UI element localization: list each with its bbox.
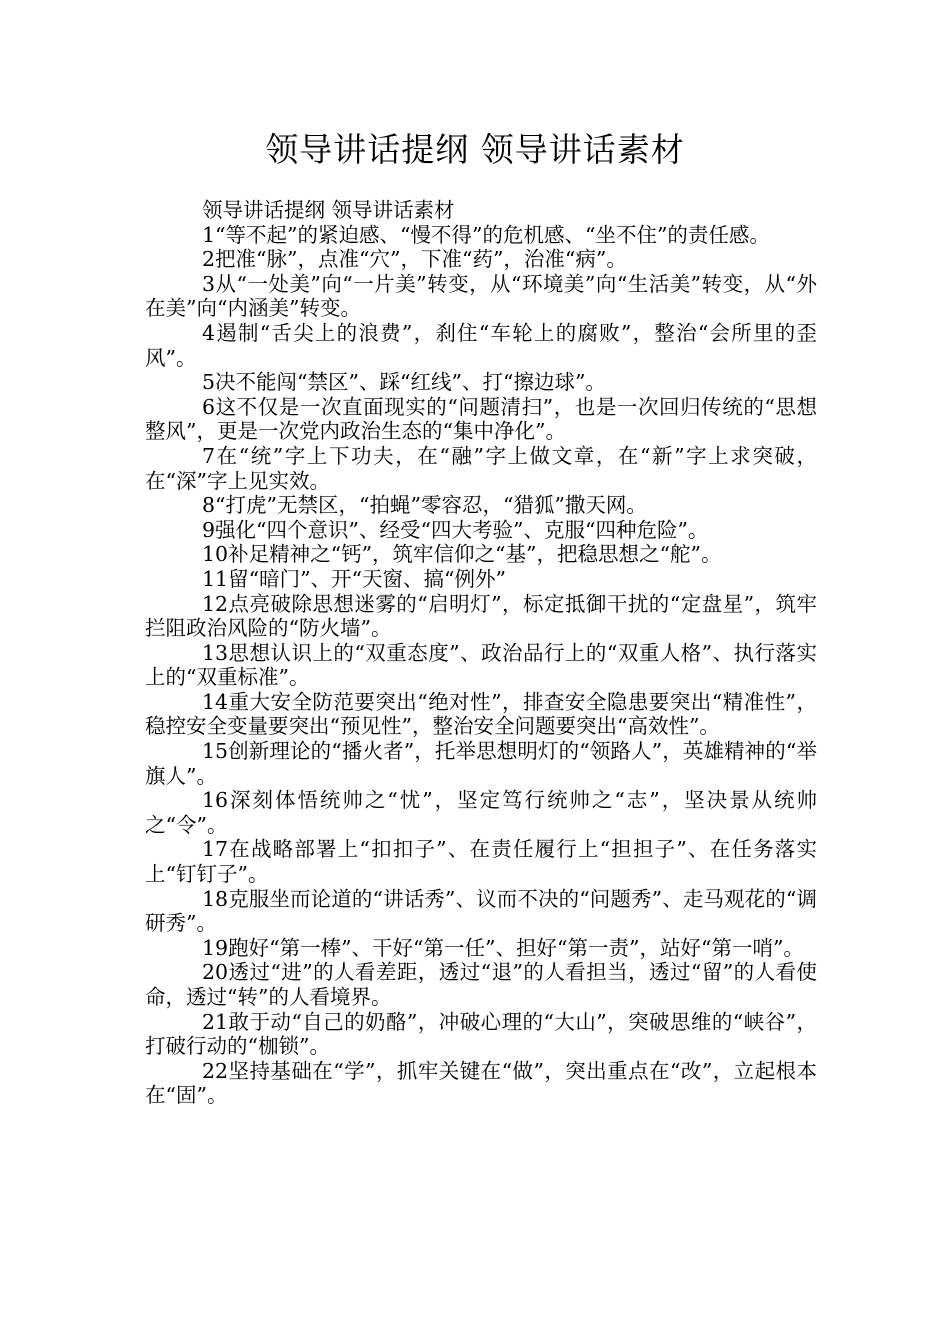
- paragraph-item-21: 21敢于动“自己的奶酪”，冲破心理的“大山”，突破思维的“峡谷”，打破行动的“枷锁”。: [145, 1009, 817, 1059]
- paragraph-item-5: 5决不能闯“禁区”、踩“红线”、打“擦边球”。: [202, 370, 606, 395]
- paragraph-subtitle: 领导讲话提纲 领导讲话素材: [202, 198, 455, 222]
- paragraph-item-17: 17在战略部署上“扣扣子”、在责任履行上“担担子”、在任务落实上“钉钉子”。: [145, 837, 817, 887]
- paragraph-item-13: 13思想认识上的“双重态度”、政治品行上的“双重人格”、执行落实上的“双重标准”。: [145, 640, 817, 690]
- paragraph-item-22: 22坚持基础在“学”，抓牢关键在“做”，突出重点在“改”，立起根本在“固”。: [145, 1058, 817, 1108]
- paragraph-item-8: 8“打虎”无禁区，“拍蝇”零容忍，“猎狐”撒天网。: [202, 493, 647, 518]
- paragraph-item-1: 1“等不起”的紧迫感、“慢不得”的危机感、“坐不住”的责任感。: [202, 222, 770, 247]
- paragraph-item-6: 6这不仅是一次直面现实的“问题清扫”，也是一次回归传统的“思想整风”，更是一次党内政治生态的“集中净化”。: [145, 394, 817, 444]
- paragraph-item-16: 16深刻体悟统帅之“忧”，坚定笃行统帅之“志”，坚决景从统帅之“令”。: [145, 788, 817, 837]
- paragraph-item-19: 19跑好“第一棒”、干好“第一任”、担好“第一责”，站好“第一哨”。: [202, 935, 804, 960]
- paragraph-item-12: 12点亮破除思想迷雾的“启明灯”，标定抵御干扰的“定盘星”，筑牢拦阻政治风险的“防火墙”。: [145, 591, 817, 641]
- paragraph-item-14: 14重大安全防范要突出“绝对性”，排查安全隐患要突出“精准性”，稳控安全变量要突出“预见性”，整治安全问题要突出“高效性”。: [145, 689, 817, 739]
- paragraph-item-10: 10补足精神之“钙”，筑牢信仰之“基”，把稳思想之“舵”。: [202, 542, 722, 567]
- document-title: 领导讲话提纲 领导讲话素材: [265, 130, 685, 169]
- paragraph-item-20: 20透过“进”的人看差距，透过“退”的人看担当，透过“留”的人看使命，透过“转”的人看境界。: [145, 960, 817, 1009]
- document-body: [145, 198, 817, 1108]
- paragraph-item-15: 15创新理论的“播火者”，托举思想明灯的“领路人”，英雄精神的“举旗人”。: [145, 739, 817, 788]
- paragraph-item-7: 7在“统”字上下功夫，在“融”字上做文章，在“新”字上求突破，在“深”字上见实效。: [145, 443, 817, 493]
- paragraph-item-11: 11留“暗门”、开“天窗、搞“例外”: [202, 566, 506, 591]
- paragraph-item-9: 9强化“四个意识”、经受“四大考验”、克服“四种危险”。: [202, 517, 709, 542]
- paragraph-item-4: 4遏制“舌尖上的浪费”，刹住“车轮上的腐败”，整治“会所里的歪风”。: [145, 320, 817, 370]
- paragraph-item-2: 2把准“脉”，点准“穴”，下准“药”，治准“病”。: [202, 247, 627, 272]
- paragraph-item-18: 18克服坐而论道的“讲话秀”、议而不决的“问题秀”、走马观花的“调研秀”。: [145, 886, 817, 936]
- paragraph-item-3: 3从“一处美”向“一片美”转变，从“环境美”向“生活美”转变，从“外在美”向“内涵美”转变。: [145, 271, 817, 321]
